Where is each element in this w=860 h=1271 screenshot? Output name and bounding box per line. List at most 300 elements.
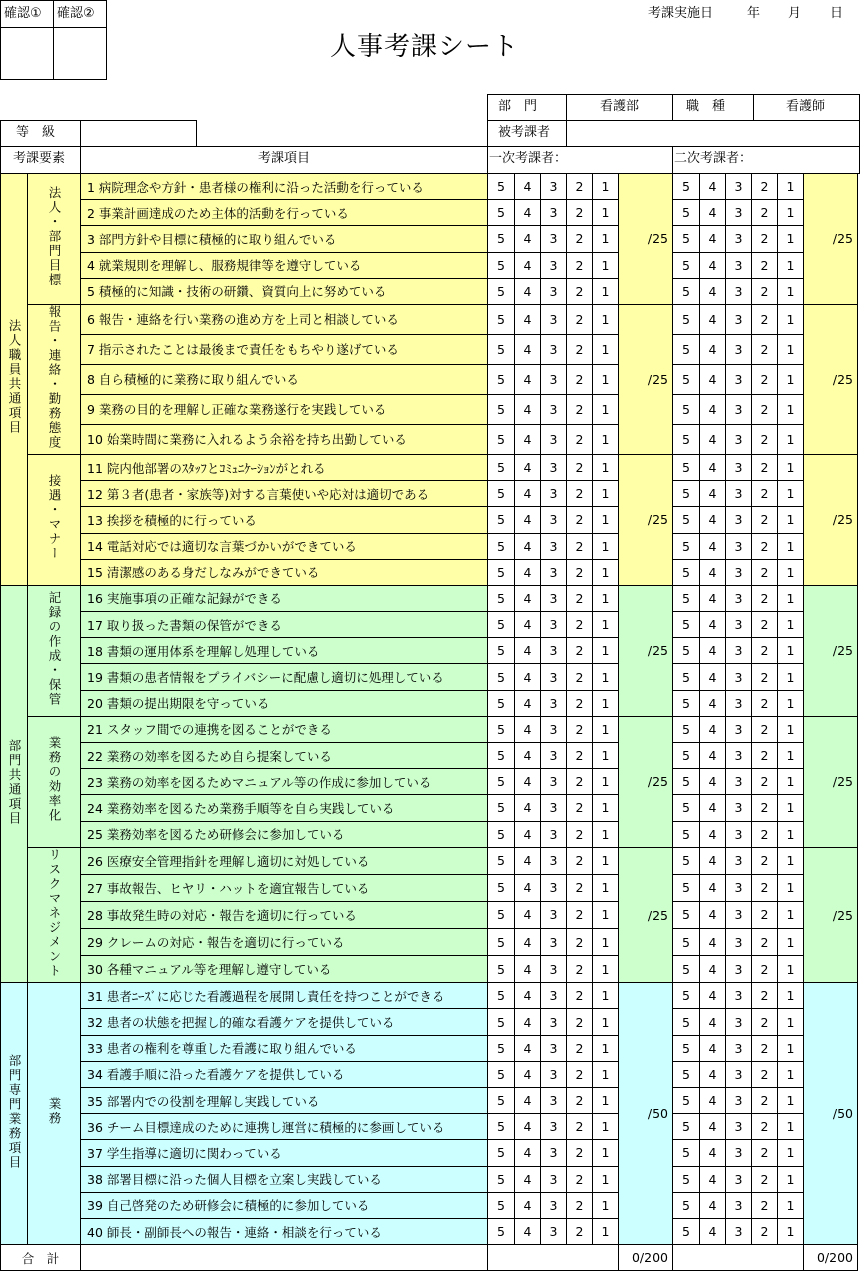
- second-score-option[interactable]: 1: [778, 983, 804, 1009]
- second-score-option[interactable]: 1: [778, 1166, 804, 1192]
- first-score-option[interactable]: 5: [488, 226, 515, 252]
- second-score-option[interactable]: 1: [778, 364, 804, 394]
- first-score-option[interactable]: 4: [515, 716, 541, 742]
- first-score-option[interactable]: 5: [488, 743, 515, 769]
- first-score-option[interactable]: 1: [593, 1009, 619, 1035]
- second-score-option[interactable]: 3: [726, 1140, 752, 1166]
- first-score-option[interactable]: 2: [567, 364, 593, 394]
- second-score-option[interactable]: 1: [778, 1218, 804, 1244]
- second-score-option[interactable]: 1: [778, 929, 804, 956]
- second-score-option[interactable]: 4: [700, 1035, 726, 1061]
- second-score-option[interactable]: 2: [752, 507, 778, 533]
- second-score-option[interactable]: 4: [700, 929, 726, 956]
- first-score-option[interactable]: 5: [488, 278, 515, 304]
- second-score-option[interactable]: 4: [700, 252, 726, 278]
- first-score-option[interactable]: 3: [541, 795, 567, 821]
- first-score-option[interactable]: 2: [567, 690, 593, 716]
- first-score-option[interactable]: 1: [593, 424, 619, 454]
- second-score-option[interactable]: 4: [700, 533, 726, 559]
- first-score-option[interactable]: 3: [541, 481, 567, 507]
- second-score-option[interactable]: 5: [673, 690, 700, 716]
- second-score-option[interactable]: 4: [700, 585, 726, 611]
- first-score-option[interactable]: 5: [488, 394, 515, 424]
- second-score-option[interactable]: 3: [726, 585, 752, 611]
- first-score-option[interactable]: 1: [593, 743, 619, 769]
- first-score-option[interactable]: 4: [515, 1061, 541, 1087]
- first-score-option[interactable]: 2: [567, 533, 593, 559]
- first-score-option[interactable]: 4: [515, 507, 541, 533]
- first-score-option[interactable]: 1: [593, 1061, 619, 1087]
- second-score-option[interactable]: 3: [726, 1166, 752, 1192]
- second-score-option[interactable]: 4: [700, 1009, 726, 1035]
- first-score-option[interactable]: 5: [488, 929, 515, 956]
- second-score-option[interactable]: 4: [700, 559, 726, 585]
- second-score-option[interactable]: 2: [752, 174, 778, 200]
- first-score-option[interactable]: 3: [541, 559, 567, 585]
- first-score-option[interactable]: 4: [515, 1009, 541, 1035]
- first-score-option[interactable]: 3: [541, 278, 567, 304]
- second-score-option[interactable]: 4: [700, 394, 726, 424]
- second-score-option[interactable]: 1: [778, 874, 804, 901]
- second-score-option[interactable]: 4: [700, 334, 726, 364]
- first-score-option[interactable]: 5: [488, 1166, 515, 1192]
- first-score-option[interactable]: 4: [515, 481, 541, 507]
- second-score-option[interactable]: 2: [752, 795, 778, 821]
- first-score-option[interactable]: 3: [541, 664, 567, 690]
- second-score-option[interactable]: 4: [700, 1218, 726, 1244]
- first-score-option[interactable]: 5: [488, 252, 515, 278]
- first-score-option[interactable]: 2: [567, 334, 593, 364]
- first-score-option[interactable]: 4: [515, 394, 541, 424]
- second-score-option[interactable]: 5: [673, 533, 700, 559]
- second-score-option[interactable]: 3: [726, 743, 752, 769]
- first-score-option[interactable]: 4: [515, 983, 541, 1009]
- second-score-option[interactable]: 2: [752, 929, 778, 956]
- second-score-option[interactable]: 1: [778, 901, 804, 928]
- first-score-option[interactable]: 4: [515, 690, 541, 716]
- second-score-option[interactable]: 3: [726, 424, 752, 454]
- second-score-option[interactable]: 4: [700, 716, 726, 742]
- second-score-option[interactable]: 3: [726, 795, 752, 821]
- second-score-option[interactable]: 1: [778, 612, 804, 638]
- second-score-option[interactable]: 5: [673, 1088, 700, 1114]
- first-score-option[interactable]: 3: [541, 983, 567, 1009]
- second-score-option[interactable]: 5: [673, 795, 700, 821]
- first-score-option[interactable]: 4: [515, 743, 541, 769]
- first-score-option[interactable]: 5: [488, 664, 515, 690]
- first-score-option[interactable]: 4: [515, 1166, 541, 1192]
- second-score-option[interactable]: 5: [673, 1140, 700, 1166]
- first-score-option[interactable]: 3: [541, 334, 567, 364]
- second-score-option[interactable]: 2: [752, 983, 778, 1009]
- second-score-option[interactable]: 5: [673, 983, 700, 1009]
- second-score-option[interactable]: 1: [778, 1192, 804, 1218]
- first-score-option[interactable]: 4: [515, 929, 541, 956]
- second-score-option[interactable]: 2: [752, 769, 778, 795]
- second-score-option[interactable]: 2: [752, 252, 778, 278]
- first-score-option[interactable]: 3: [541, 901, 567, 928]
- first-score-option[interactable]: 3: [541, 612, 567, 638]
- first-score-option[interactable]: 1: [593, 638, 619, 664]
- first-score-option[interactable]: 1: [593, 612, 619, 638]
- first-score-option[interactable]: 1: [593, 533, 619, 559]
- second-score-option[interactable]: 4: [700, 983, 726, 1009]
- second-score-option[interactable]: 3: [726, 394, 752, 424]
- first-score-option[interactable]: 3: [541, 690, 567, 716]
- second-score-option[interactable]: 5: [673, 334, 700, 364]
- second-score-option[interactable]: 1: [778, 847, 804, 874]
- first-score-option[interactable]: 4: [515, 901, 541, 928]
- second-score-option[interactable]: 4: [700, 1166, 726, 1192]
- first-score-option[interactable]: 5: [488, 507, 515, 533]
- first-score-option[interactable]: 4: [515, 956, 541, 983]
- first-score-option[interactable]: 2: [567, 507, 593, 533]
- second-score-option[interactable]: 1: [778, 559, 804, 585]
- first-score-option[interactable]: 2: [567, 1061, 593, 1087]
- second-score-option[interactable]: 3: [726, 1192, 752, 1218]
- first-score-option[interactable]: 5: [488, 559, 515, 585]
- first-score-option[interactable]: 3: [541, 394, 567, 424]
- second-score-option[interactable]: 2: [752, 1192, 778, 1218]
- second-score-option[interactable]: 4: [700, 1114, 726, 1140]
- second-score-option[interactable]: 5: [673, 612, 700, 638]
- first-score-option[interactable]: 1: [593, 394, 619, 424]
- second-score-option[interactable]: 4: [700, 174, 726, 200]
- second-score-option[interactable]: 1: [778, 690, 804, 716]
- second-score-option[interactable]: 3: [726, 983, 752, 1009]
- second-score-option[interactable]: 2: [752, 424, 778, 454]
- first-score-option[interactable]: 1: [593, 821, 619, 847]
- second-score-option[interactable]: 4: [700, 901, 726, 928]
- first-score-option[interactable]: 4: [515, 612, 541, 638]
- evaluatee-value-cell[interactable]: [566, 120, 860, 147]
- first-score-option[interactable]: 4: [515, 874, 541, 901]
- second-score-option[interactable]: 1: [778, 334, 804, 364]
- first-score-option[interactable]: 5: [488, 1061, 515, 1087]
- second-score-option[interactable]: 3: [726, 1009, 752, 1035]
- first-score-option[interactable]: 2: [567, 394, 593, 424]
- first-score-option[interactable]: 5: [488, 874, 515, 901]
- first-score-option[interactable]: 4: [515, 533, 541, 559]
- second-score-option[interactable]: 3: [726, 200, 752, 226]
- second-score-option[interactable]: 2: [752, 874, 778, 901]
- second-score-option[interactable]: 4: [700, 743, 726, 769]
- second-score-option[interactable]: 2: [752, 956, 778, 983]
- second-score-option[interactable]: 5: [673, 585, 700, 611]
- first-score-option[interactable]: 1: [593, 364, 619, 394]
- second-score-option[interactable]: 4: [700, 769, 726, 795]
- second-score-option[interactable]: 5: [673, 847, 700, 874]
- second-score-option[interactable]: 3: [726, 533, 752, 559]
- second-score-option[interactable]: 1: [778, 1061, 804, 1087]
- second-score-option[interactable]: 5: [673, 664, 700, 690]
- first-score-option[interactable]: 5: [488, 1035, 515, 1061]
- first-score-option[interactable]: 3: [541, 874, 567, 901]
- second-score-option[interactable]: 2: [752, 585, 778, 611]
- second-score-option[interactable]: 4: [700, 1061, 726, 1087]
- second-score-option[interactable]: 3: [726, 252, 752, 278]
- second-score-option[interactable]: 2: [752, 481, 778, 507]
- first-score-option[interactable]: 1: [593, 1114, 619, 1140]
- first-score-option[interactable]: 1: [593, 929, 619, 956]
- second-score-option[interactable]: 3: [726, 1061, 752, 1087]
- first-score-option[interactable]: 5: [488, 638, 515, 664]
- second-score-option[interactable]: 4: [700, 874, 726, 901]
- first-score-option[interactable]: 4: [515, 424, 541, 454]
- second-score-option[interactable]: 3: [726, 481, 752, 507]
- second-score-option[interactable]: 5: [673, 252, 700, 278]
- second-score-option[interactable]: 2: [752, 304, 778, 334]
- first-score-option[interactable]: 1: [593, 769, 619, 795]
- second-score-option[interactable]: 5: [673, 1166, 700, 1192]
- second-score-option[interactable]: 2: [752, 364, 778, 394]
- second-score-option[interactable]: 1: [778, 533, 804, 559]
- second-score-option[interactable]: 2: [752, 226, 778, 252]
- second-score-option[interactable]: 1: [778, 585, 804, 611]
- second-score-option[interactable]: 4: [700, 638, 726, 664]
- first-score-option[interactable]: 2: [567, 743, 593, 769]
- first-score-option[interactable]: 1: [593, 507, 619, 533]
- first-score-option[interactable]: 3: [541, 716, 567, 742]
- first-score-option[interactable]: 5: [488, 795, 515, 821]
- second-score-option[interactable]: 2: [752, 1218, 778, 1244]
- second-score-option[interactable]: 2: [752, 533, 778, 559]
- first-score-option[interactable]: 4: [515, 795, 541, 821]
- second-score-option[interactable]: 4: [700, 821, 726, 847]
- first-score-option[interactable]: 3: [541, 424, 567, 454]
- second-score-option[interactable]: 5: [673, 304, 700, 334]
- first-score-option[interactable]: 5: [488, 174, 515, 200]
- first-score-option[interactable]: 2: [567, 821, 593, 847]
- second-score-option[interactable]: 3: [726, 874, 752, 901]
- second-score-option[interactable]: 2: [752, 612, 778, 638]
- first-score-option[interactable]: 4: [515, 334, 541, 364]
- first-score-option[interactable]: 3: [541, 1192, 567, 1218]
- second-score-option[interactable]: 5: [673, 821, 700, 847]
- second-score-option[interactable]: 5: [673, 226, 700, 252]
- second-score-option[interactable]: 4: [700, 1088, 726, 1114]
- second-score-option[interactable]: 2: [752, 1114, 778, 1140]
- first-score-option[interactable]: 2: [567, 174, 593, 200]
- second-score-option[interactable]: 3: [726, 507, 752, 533]
- second-score-option[interactable]: 3: [726, 716, 752, 742]
- first-score-option[interactable]: 4: [515, 200, 541, 226]
- first-score-option[interactable]: 2: [567, 716, 593, 742]
- second-score-option[interactable]: 2: [752, 638, 778, 664]
- first-score-option[interactable]: 5: [488, 585, 515, 611]
- second-score-option[interactable]: 4: [700, 304, 726, 334]
- first-score-option[interactable]: 5: [488, 533, 515, 559]
- first-score-option[interactable]: 5: [488, 821, 515, 847]
- second-score-option[interactable]: 2: [752, 394, 778, 424]
- first-score-option[interactable]: 2: [567, 795, 593, 821]
- first-score-option[interactable]: 3: [541, 304, 567, 334]
- first-score-option[interactable]: 1: [593, 795, 619, 821]
- first-score-option[interactable]: 1: [593, 304, 619, 334]
- first-score-option[interactable]: 3: [541, 956, 567, 983]
- first-score-option[interactable]: 2: [567, 1035, 593, 1061]
- second-score-option[interactable]: 4: [700, 454, 726, 480]
- first-score-option[interactable]: 5: [488, 1218, 515, 1244]
- second-score-option[interactable]: 1: [778, 664, 804, 690]
- first-score-option[interactable]: 1: [593, 174, 619, 200]
- second-score-option[interactable]: 5: [673, 638, 700, 664]
- first-score-option[interactable]: 5: [488, 1140, 515, 1166]
- first-score-option[interactable]: 5: [488, 983, 515, 1009]
- second-score-option[interactable]: 2: [752, 743, 778, 769]
- second-score-option[interactable]: 5: [673, 174, 700, 200]
- first-score-option[interactable]: 2: [567, 874, 593, 901]
- first-score-option[interactable]: 3: [541, 226, 567, 252]
- second-score-option[interactable]: 3: [726, 334, 752, 364]
- first-score-option[interactable]: 2: [567, 278, 593, 304]
- first-score-option[interactable]: 5: [488, 1009, 515, 1035]
- first-score-option[interactable]: 1: [593, 1218, 619, 1244]
- second-score-option[interactable]: 4: [700, 612, 726, 638]
- first-score-option[interactable]: 4: [515, 1218, 541, 1244]
- second-score-option[interactable]: 2: [752, 901, 778, 928]
- second-score-option[interactable]: 1: [778, 304, 804, 334]
- first-score-option[interactable]: 2: [567, 481, 593, 507]
- second-score-option[interactable]: 4: [700, 956, 726, 983]
- first-score-option[interactable]: 5: [488, 769, 515, 795]
- first-score-option[interactable]: 4: [515, 1035, 541, 1061]
- second-score-option[interactable]: 4: [700, 424, 726, 454]
- first-score-option[interactable]: 1: [593, 901, 619, 928]
- second-score-option[interactable]: 3: [726, 638, 752, 664]
- first-score-option[interactable]: 3: [541, 507, 567, 533]
- second-score-option[interactable]: 4: [700, 690, 726, 716]
- first-score-option[interactable]: 4: [515, 1114, 541, 1140]
- first-score-option[interactable]: 1: [593, 200, 619, 226]
- first-score-option[interactable]: 5: [488, 454, 515, 480]
- first-score-option[interactable]: 3: [541, 743, 567, 769]
- second-score-option[interactable]: 3: [726, 821, 752, 847]
- first-score-option[interactable]: 1: [593, 454, 619, 480]
- first-score-option[interactable]: 3: [541, 1166, 567, 1192]
- first-score-option[interactable]: 3: [541, 585, 567, 611]
- first-score-option[interactable]: 3: [541, 821, 567, 847]
- second-score-option[interactable]: 5: [673, 559, 700, 585]
- second-score-option[interactable]: 5: [673, 200, 700, 226]
- first-score-option[interactable]: 1: [593, 1035, 619, 1061]
- first-score-option[interactable]: 3: [541, 769, 567, 795]
- second-score-option[interactable]: 5: [673, 1009, 700, 1035]
- first-score-option[interactable]: 1: [593, 664, 619, 690]
- second-score-option[interactable]: 2: [752, 664, 778, 690]
- second-score-option[interactable]: 2: [752, 690, 778, 716]
- second-score-option[interactable]: 2: [752, 1061, 778, 1087]
- first-score-option[interactable]: 3: [541, 638, 567, 664]
- second-score-option[interactable]: 5: [673, 481, 700, 507]
- second-score-option[interactable]: 1: [778, 174, 804, 200]
- second-score-option[interactable]: 4: [700, 200, 726, 226]
- first-score-option[interactable]: 3: [541, 1061, 567, 1087]
- first-score-option[interactable]: 4: [515, 664, 541, 690]
- first-score-option[interactable]: 2: [567, 424, 593, 454]
- first-score-option[interactable]: 2: [567, 664, 593, 690]
- second-score-option[interactable]: 2: [752, 1140, 778, 1166]
- second-score-option[interactable]: 2: [752, 1088, 778, 1114]
- second-score-option[interactable]: 2: [752, 334, 778, 364]
- first-score-option[interactable]: 3: [541, 454, 567, 480]
- second-score-option[interactable]: 3: [726, 901, 752, 928]
- second-score-option[interactable]: 5: [673, 1114, 700, 1140]
- first-score-option[interactable]: 1: [593, 983, 619, 1009]
- second-score-option[interactable]: 2: [752, 454, 778, 480]
- first-score-option[interactable]: 3: [541, 1218, 567, 1244]
- second-score-option[interactable]: 4: [700, 364, 726, 394]
- first-score-option[interactable]: 1: [593, 278, 619, 304]
- second-score-option[interactable]: 3: [726, 690, 752, 716]
- second-score-option[interactable]: 2: [752, 559, 778, 585]
- second-score-option[interactable]: 1: [778, 821, 804, 847]
- first-score-option[interactable]: 4: [515, 769, 541, 795]
- second-score-option[interactable]: 3: [726, 1035, 752, 1061]
- second-score-option[interactable]: 1: [778, 638, 804, 664]
- first-score-option[interactable]: 1: [593, 585, 619, 611]
- first-score-option[interactable]: 1: [593, 1088, 619, 1114]
- second-score-option[interactable]: 2: [752, 1166, 778, 1192]
- first-score-option[interactable]: 3: [541, 1088, 567, 1114]
- second-score-option[interactable]: 1: [778, 956, 804, 983]
- first-score-option[interactable]: 2: [567, 1218, 593, 1244]
- first-score-option[interactable]: 4: [515, 252, 541, 278]
- second-score-option[interactable]: 3: [726, 769, 752, 795]
- first-score-option[interactable]: 3: [541, 1140, 567, 1166]
- second-score-option[interactable]: 5: [673, 364, 700, 394]
- first-score-option[interactable]: 4: [515, 559, 541, 585]
- first-score-option[interactable]: 3: [541, 929, 567, 956]
- second-score-option[interactable]: 3: [726, 929, 752, 956]
- second-score-option[interactable]: 1: [778, 507, 804, 533]
- second-score-option[interactable]: 1: [778, 424, 804, 454]
- first-score-option[interactable]: 2: [567, 252, 593, 278]
- second-score-option[interactable]: 5: [673, 394, 700, 424]
- second-score-option[interactable]: 3: [726, 664, 752, 690]
- second-score-option[interactable]: 5: [673, 1061, 700, 1087]
- first-score-option[interactable]: 3: [541, 1009, 567, 1035]
- first-score-option[interactable]: 4: [515, 226, 541, 252]
- first-score-option[interactable]: 4: [515, 364, 541, 394]
- second-score-option[interactable]: 2: [752, 821, 778, 847]
- second-score-option[interactable]: 4: [700, 795, 726, 821]
- first-score-option[interactable]: 2: [567, 559, 593, 585]
- first-score-option[interactable]: 1: [593, 956, 619, 983]
- first-score-option[interactable]: 4: [515, 304, 541, 334]
- first-score-option[interactable]: 4: [515, 174, 541, 200]
- second-score-option[interactable]: 5: [673, 929, 700, 956]
- first-score-option[interactable]: 4: [515, 1192, 541, 1218]
- second-score-option[interactable]: 1: [778, 1035, 804, 1061]
- first-score-option[interactable]: 4: [515, 821, 541, 847]
- first-score-option[interactable]: 1: [593, 1166, 619, 1192]
- first-score-option[interactable]: 5: [488, 364, 515, 394]
- first-score-option[interactable]: 3: [541, 364, 567, 394]
- first-score-option[interactable]: 4: [515, 847, 541, 874]
- first-score-option[interactable]: 4: [515, 1140, 541, 1166]
- second-score-option[interactable]: 4: [700, 226, 726, 252]
- second-score-option[interactable]: 1: [778, 481, 804, 507]
- second-score-option[interactable]: 5: [673, 743, 700, 769]
- second-score-option[interactable]: 5: [673, 716, 700, 742]
- first-score-option[interactable]: 4: [515, 278, 541, 304]
- second-score-option[interactable]: 3: [726, 454, 752, 480]
- second-score-option[interactable]: 3: [726, 956, 752, 983]
- second-score-option[interactable]: 5: [673, 1035, 700, 1061]
- first-score-option[interactable]: 4: [515, 1088, 541, 1114]
- first-score-option[interactable]: 2: [567, 638, 593, 664]
